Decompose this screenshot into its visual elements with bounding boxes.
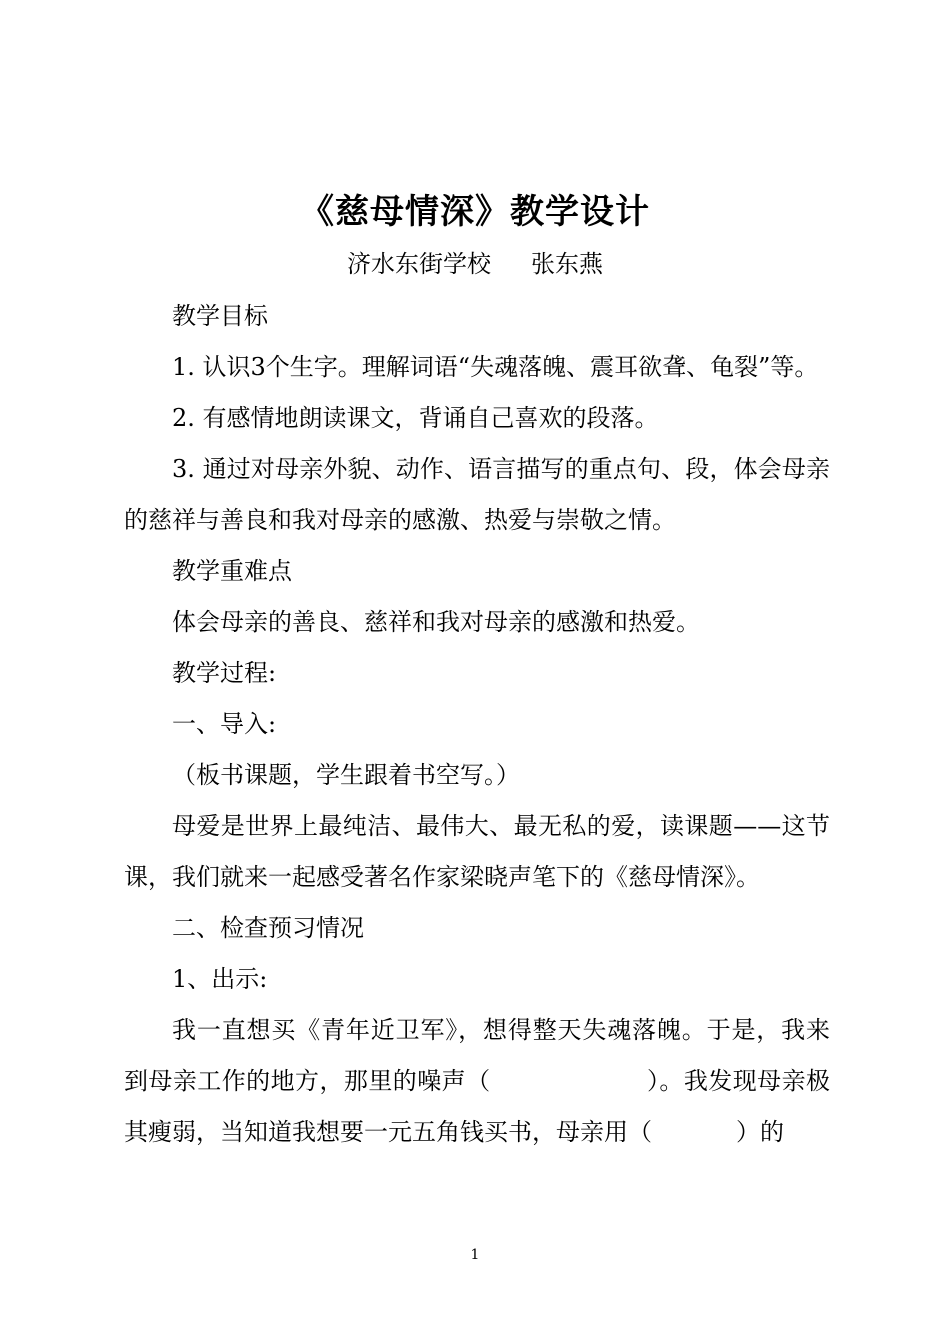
introduction-text: 母爱是世界上最纯洁、最伟大、最无私的爱，读课题——这节课，我们就来一起感受著名作家梁晓声笔下的《慈母情深》。 xyxy=(124,812,830,891)
page-number: 1 xyxy=(470,1247,480,1263)
section-preview-check: 二、检查预习情况 xyxy=(172,914,364,942)
key-points-text: 体会母亲的善良、慈祥和我对母亲的感激和热爱。 xyxy=(172,608,700,636)
byline-school: 济水东街学校 xyxy=(347,250,491,278)
heading-key-points: 教学重难点 xyxy=(172,557,292,585)
heading-teaching-process: 教学过程: xyxy=(172,659,277,687)
goal-item-3: 3. 通过对母亲外貌、动作、语言描写的重点句、段，体会母亲的慈祥与善良和我对母亲的感激、热爱与崇敬之情。 xyxy=(124,455,830,534)
byline-author: 张东燕 xyxy=(531,250,603,278)
fill-in-passage xyxy=(124,1005,830,1158)
passage-part-1: 我一直想买《青年近卫军》，想得整天失魂落魄。于是，我来到母亲工作的地方，那里的噪声（ xyxy=(124,1016,830,1095)
heading-teaching-goals: 教学目标 xyxy=(172,302,268,330)
document-title: 《慈母情深》教学设计 xyxy=(300,192,650,232)
section-introduction: 一、导入: xyxy=(172,710,277,738)
passage-part-3: ）的 xyxy=(736,1118,784,1146)
goal-item-2: 2. 有感情地朗读课文，背诵自己喜欢的段落。 xyxy=(172,404,659,432)
preview-item-1: 1、出示: xyxy=(172,965,268,993)
document-body xyxy=(124,291,830,1158)
introduction-note: （板书课题，学生跟着书空写。） xyxy=(172,761,520,789)
goal-item-1: 1. 认识3个生字。理解词语“失魂落魄、震耳欲聋、龟裂”等。 xyxy=(172,353,819,381)
passage-part-2: ）。我发现母亲极其瘦弱，当知道我想要一元五角钱买书，母亲用（ xyxy=(124,1067,831,1146)
byline xyxy=(0,244,950,284)
